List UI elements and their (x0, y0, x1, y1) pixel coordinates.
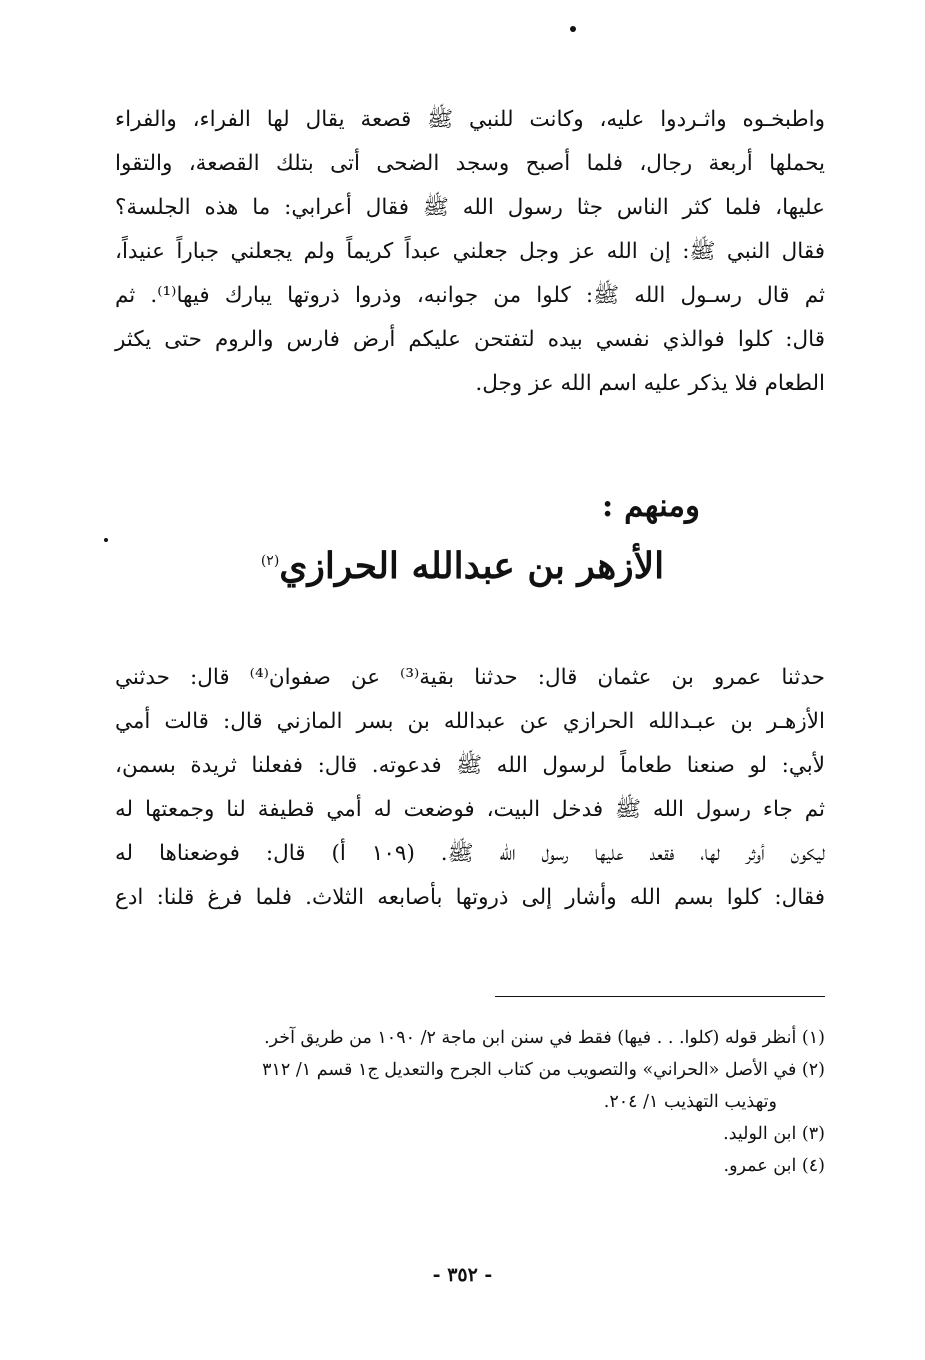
text-line: فقال: كلوا بسم الله وأشار إلى ذروتها بأصابعه الثلاث. فلما فرغ قلنا: ادع (115, 885, 825, 910)
page-number: - ٣٥٢ - (432, 1264, 493, 1286)
footnote-1: (١) أنظر قوله (كلوا. . . فيها) فقط في سنن ابن ماجة ٢/ ١٠٩٠ من طريق آخر. (264, 1028, 825, 1048)
section-intro: ومنهم : (601, 488, 700, 524)
text-line: فقال النبي ﷺ: إن الله عز وجل جعلني عبداً كريماً ولم يجعلني جباراً عنيداً، (115, 239, 825, 264)
text-line: عليها، فلما كثر الناس جثا رسول الله ﷺ فقال أعرابي: ما هذه الجلسة؟ (115, 195, 825, 220)
section-title-text: الأزهر بن عبدالله الحرازي (279, 545, 665, 587)
bottom-paragraph (115, 656, 825, 920)
margin-mark-dot (104, 538, 108, 542)
footnote-4: (٤) ابن عمرو. (723, 1156, 825, 1176)
text-line: يحملها أربعة رجال، فلما أصبح وسجد الضحى أتى بتلك القصعة، والتقوا (115, 151, 825, 176)
section-title (0, 545, 925, 587)
footnote-2: (٢) في الأصل «الحراني» والتصويب من كتاب الجرح والتعديل ج١ قسم ١/ ٣١٢ (262, 1060, 825, 1080)
text-line: الأزهـر بن عبـدالله الحرازي عن عبدالله بن بسر المازني قال: قالت أمي (115, 709, 826, 734)
footnote-3: (٣) ابن الوليد. (723, 1124, 825, 1144)
text-line: واطبخـوه واثـردوا عليه، وكانت للنبي ﷺ قصعة يقال لها الفراء، والفراء (115, 107, 825, 132)
text-line: ثم قال رسـول الله ﷺ: كلوا من جوانبه، وذروا ذروتها يبارك فيها⁽¹⁾. ثم (115, 283, 825, 308)
footnotes (115, 1022, 825, 1182)
text-line: لأبي: لو صنعنا طعاماً لرسول الله ﷺ فدعوته. قال: ففعلنا ثريدة بسمن، (115, 753, 825, 778)
text-line: ثم جاء رسول الله ﷺ فدخل البيت، فوضعت له أمي قطيفة لنا وجمعتها له (115, 797, 825, 822)
text-line: قال: كلوا فوالذي نفسي بيده لتفتحن عليكم أرض فارس والروم حتى يكثر (115, 327, 825, 352)
text-line: الطعام فلا يذكر عليه اسم الله عز وجل. (475, 371, 825, 396)
section-title-footnote-ref: (٢) (260, 553, 280, 569)
top-ornament-dot (570, 26, 576, 32)
top-paragraph (115, 98, 825, 406)
text-line: ليكون أوثر لها، فقعد عليها رسول الله ﷺ. (١٠٩ أ) قال: فوضعناها له (115, 841, 825, 866)
footnote-2-continued: وتهذيب التهذيب ١/ ٢٠٤. (603, 1092, 777, 1112)
text-line: حدثنا عمرو بن عثمان قال: حدثنا بقية⁽³⁾ عن صفوان⁽⁴⁾ قال: حدثني (115, 665, 825, 690)
footnote-separator (495, 996, 825, 997)
